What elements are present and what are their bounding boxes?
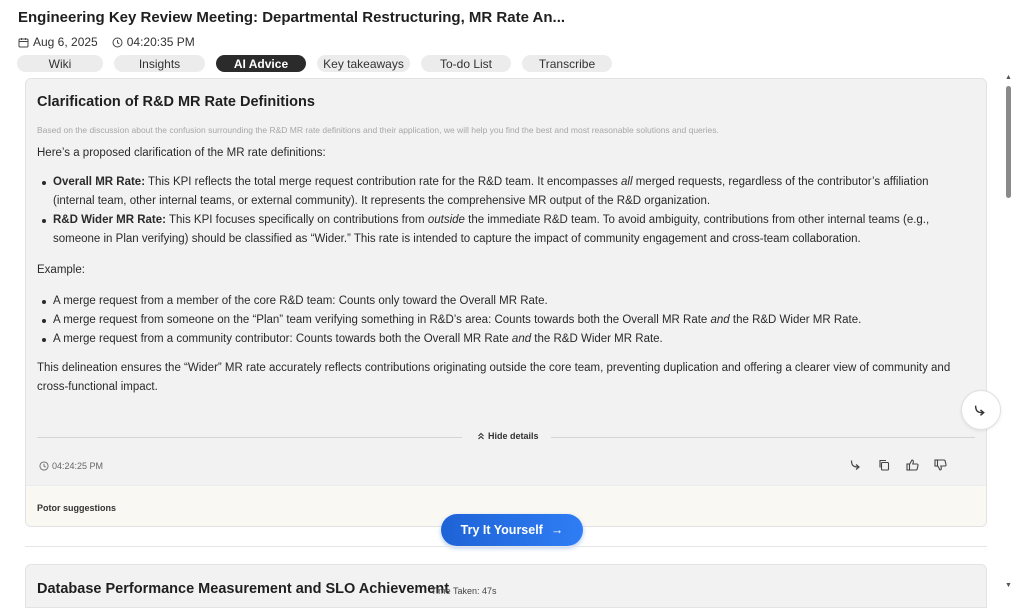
- advice-timestamp: [39, 461, 103, 471]
- divider-right: [551, 437, 975, 438]
- share-button[interactable]: [849, 458, 863, 472]
- share-icon: [850, 459, 863, 471]
- meeting-date-text: Aug 6, 2025: [33, 35, 98, 49]
- thumbs-up-icon: [906, 459, 919, 471]
- example-text: A merge request from a community contributor: Counts towards both the Overall MR Rate: [53, 333, 512, 345]
- scroll-up-icon[interactable]: ▲: [1005, 74, 1012, 81]
- tab-key-takeaways[interactable]: Key takeaways: [317, 55, 410, 72]
- tab-insights[interactable]: Insights: [114, 55, 205, 72]
- copy-icon: [878, 459, 890, 471]
- list-item: [37, 173, 967, 211]
- example-emphasis: and: [511, 333, 532, 345]
- thumbs-down-button[interactable]: [933, 458, 947, 472]
- example-text: the R&D Wider MR Rate.: [531, 333, 663, 345]
- thumbs-up-button[interactable]: [905, 458, 919, 472]
- definition-emphasis: all: [621, 176, 633, 188]
- advice-card-title: Clarification of R&D MR Rate Definitions: [37, 94, 315, 110]
- definition-text: the immediate R&D team. To avoid ambiguity, contributions from other internal teams (e.g., someone in Plan verifying) should be classified as “Wider.” This rate is intended to capture the impact of community engagement and cross-team collaboration.: [53, 214, 930, 245]
- definition-list: [37, 173, 967, 249]
- list-item: [37, 330, 967, 349]
- list-item: [37, 211, 967, 249]
- definition-text: merged requests, regardless of the contributor’s affiliation (internal team, other internal teams, or external community). It represents the comprehensive MR output of the R&D organization.: [53, 176, 929, 207]
- next-card-title: Database Performance Measurement and SLO Achievement: [37, 581, 450, 597]
- definition-text: This KPI focuses specifically on contributions from: [165, 214, 428, 226]
- example-emphasis: and: [710, 314, 730, 326]
- clock-icon: [39, 461, 49, 471]
- example-list: [37, 292, 967, 349]
- tab-todo-list[interactable]: To-do List: [421, 55, 511, 72]
- next-advice-card: [25, 564, 987, 608]
- definition-term: R&D Wider MR Rate:: [53, 214, 166, 226]
- scrollbar[interactable]: [1002, 74, 1016, 594]
- tab-transcribe[interactable]: Transcribe: [522, 55, 612, 72]
- calendar-icon: [18, 37, 29, 48]
- clock-icon: [112, 37, 123, 48]
- try-it-yourself-label: Try It Yourself: [460, 523, 543, 537]
- scroll-down-icon[interactable]: ▼: [1005, 582, 1012, 589]
- meeting-meta: [18, 35, 209, 49]
- list-item: [37, 292, 967, 311]
- chevron-up-icon: [477, 432, 485, 440]
- tab-wiki[interactable]: Wiki: [17, 55, 103, 72]
- advice-body: [37, 144, 967, 397]
- scrollbar-thumb[interactable]: [1006, 86, 1011, 198]
- example-text: the R&D Wider MR Rate.: [729, 314, 862, 326]
- meeting-time-text: 04:20:35 PM: [126, 35, 195, 49]
- tab-bar: [17, 55, 623, 72]
- advice-conclusion: This delineation ensures the “Wider” MR rate accurately reflects contributions originating outside the core team, preventing duplication and offering a clearer view of community and cross-functional impact.: [37, 362, 951, 393]
- hide-details-label: Hide details: [488, 431, 539, 441]
- advice-timestamp-text: 04:24:25 PM: [52, 461, 104, 471]
- share-icon: [974, 404, 988, 417]
- list-item: [37, 311, 967, 330]
- arrow-right-icon: →: [550, 523, 564, 537]
- advice-intro: Based on the discussion about the confusion surrounding the R&D MR rate definitions and their application, we will help you find the best and most reasonable solutions and queries.: [37, 125, 719, 135]
- meeting-time: [112, 35, 195, 49]
- definition-text: This KPI reflects the total merge request contribution rate for the R&D team. It encompasses: [145, 176, 622, 188]
- copy-button[interactable]: [877, 458, 891, 472]
- floating-share-button[interactable]: [961, 390, 1001, 430]
- divider-left: [37, 437, 462, 438]
- thumbs-down-icon: [934, 459, 947, 471]
- meeting-date: [18, 35, 98, 49]
- suggestions-label: Potor suggestions: [37, 503, 117, 513]
- example-label: Example:: [37, 264, 85, 276]
- example-text: A merge request from someone on the “Plan” team verifying something in R&D’s area: Counts towards both the Overall MR Rate: [53, 314, 711, 326]
- page-title: Engineering Key Review Meeting: Departmental Restructuring, MR Rate An...: [18, 9, 566, 26]
- advice-actions: [849, 458, 961, 472]
- section-divider: [25, 546, 987, 547]
- advice-card: [25, 78, 987, 527]
- advice-lead: Here’s a proposed clarification of the MR rate definitions:: [37, 147, 326, 159]
- definition-term: Overall MR Rate:: [53, 176, 146, 188]
- definition-emphasis: outside: [427, 214, 465, 226]
- hide-details-button[interactable]: [473, 431, 543, 441]
- try-it-yourself-button[interactable]: [441, 514, 583, 546]
- tab-ai-advice[interactable]: AI Advice: [216, 55, 306, 72]
- example-text: A merge request from a member of the core R&D team: Counts only toward the Overall MR Rate.: [53, 295, 548, 307]
- time-taken: Time Taken: 47s: [431, 586, 497, 596]
